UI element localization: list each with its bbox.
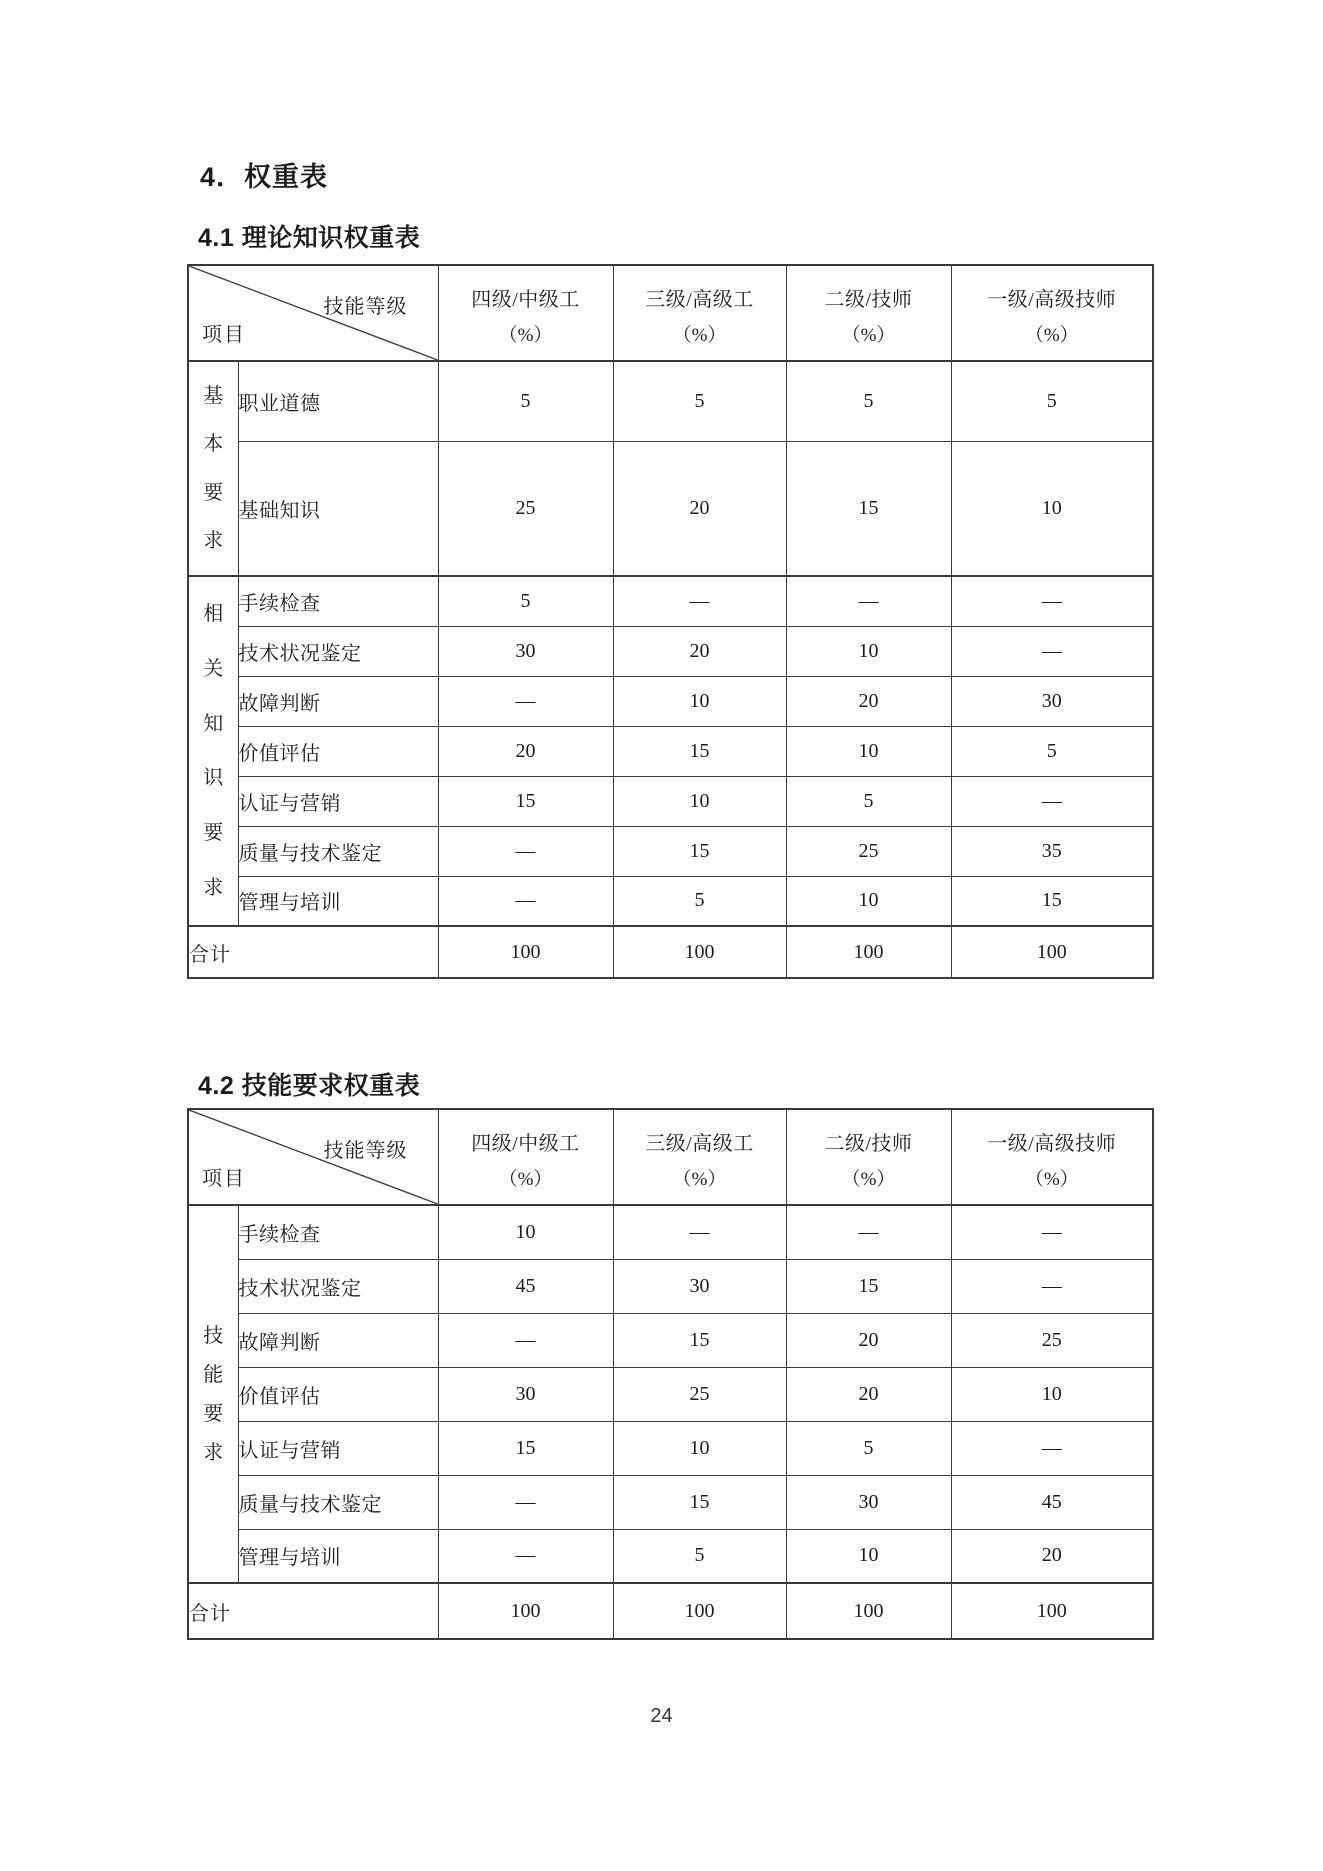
percent-unit-label: （%）: [1024, 1169, 1079, 1190]
total-label-cell: 合计: [188, 926, 438, 978]
value-cell: —: [438, 1313, 613, 1367]
column-header-label: 二级/技师: [824, 1133, 913, 1155]
table-row: [188, 876, 1153, 926]
group-label-char: 要: [203, 821, 224, 844]
group-label-char: 知: [203, 712, 224, 735]
table-row: [188, 576, 1153, 626]
value-cell: —: [438, 826, 613, 876]
percent-unit-label: （%）: [498, 325, 553, 346]
value-cell: 30: [438, 1367, 613, 1421]
table-row: [188, 1529, 1153, 1583]
value-cell: 35: [951, 826, 1153, 876]
value-cell: 5: [951, 361, 1153, 441]
table-row: [188, 1259, 1153, 1313]
table-row: [188, 1313, 1153, 1367]
total-value-cell: 100: [786, 1583, 951, 1639]
value-cell: —: [951, 576, 1153, 626]
value-cell: 5: [951, 726, 1153, 776]
table-header-row: [188, 1109, 1153, 1205]
value-cell: 5: [613, 1529, 786, 1583]
value-cell: 25: [438, 441, 613, 576]
value-cell: 10: [786, 626, 951, 676]
group-label-char: 本: [203, 433, 224, 456]
value-cell: —: [438, 1529, 613, 1583]
group-label-char: 求: [203, 1441, 224, 1464]
value-cell: 15: [786, 441, 951, 576]
item-cell: 职业道德: [238, 361, 438, 441]
value-cell: 5: [438, 576, 613, 626]
value-cell: 30: [613, 1259, 786, 1313]
value-cell: 20: [786, 676, 951, 726]
item-cell: 基础知识: [238, 441, 438, 576]
column-header-cell: [786, 1109, 951, 1205]
percent-unit-label: （%）: [498, 1169, 553, 1190]
table-row: [188, 676, 1153, 726]
item-cell: 认证与营销: [238, 776, 438, 826]
group-label-char: 能: [203, 1363, 224, 1386]
total-value-cell: 100: [951, 926, 1153, 978]
item-cell: 管理与培训: [238, 876, 438, 926]
value-cell: —: [613, 1205, 786, 1259]
item-cell: 质量与技术鉴定: [238, 826, 438, 876]
value-cell: 15: [613, 726, 786, 776]
value-cell: 15: [951, 876, 1153, 926]
table-row: [188, 776, 1153, 826]
value-cell: 5: [613, 361, 786, 441]
group-label-char: 求: [203, 529, 224, 552]
percent-unit-label: （%）: [1024, 325, 1079, 346]
value-cell: 45: [438, 1259, 613, 1313]
value-cell: 25: [951, 1313, 1153, 1367]
item-cell: 故障判断: [238, 1313, 438, 1367]
item-cell: 质量与技术鉴定: [238, 1475, 438, 1529]
item-cell: 手续检查: [238, 576, 438, 626]
value-cell: 25: [613, 1367, 786, 1421]
skill-level-label: 技能等级: [323, 296, 408, 318]
item-cell: 故障判断: [238, 676, 438, 726]
value-cell: 45: [951, 1475, 1153, 1529]
column-header-label: 一级/高级技师: [987, 289, 1117, 311]
weight-table: [187, 1108, 1154, 1640]
section-heading: 4．权重表: [200, 162, 329, 192]
project-label: 项目: [202, 324, 246, 346]
column-header-label: 一级/高级技师: [987, 1133, 1117, 1155]
table-row: [188, 1421, 1153, 1475]
item-cell: 管理与培训: [238, 1529, 438, 1583]
total-value-cell: 100: [438, 1583, 613, 1639]
weight-table: [187, 264, 1154, 979]
value-cell: —: [951, 1421, 1153, 1475]
table-row: [188, 826, 1153, 876]
column-header-cell: [613, 1109, 786, 1205]
total-label-cell: 合计: [188, 1583, 438, 1639]
item-cell: 手续检查: [238, 1205, 438, 1259]
skill-level-label: 技能等级: [323, 1140, 408, 1162]
total-value-cell: 100: [613, 926, 786, 978]
project-label: 项目: [202, 1168, 246, 1190]
group-label-char: 关: [203, 657, 224, 680]
group-label-char: 技: [203, 1324, 224, 1347]
column-header-label: 四级/中级工: [471, 1133, 580, 1155]
page-number: 24: [650, 1705, 673, 1727]
value-cell: 10: [786, 1529, 951, 1583]
value-cell: —: [951, 626, 1153, 676]
percent-unit-label: （%）: [841, 325, 896, 346]
value-cell: —: [613, 576, 786, 626]
group-label-char: 识: [203, 767, 224, 790]
value-cell: —: [951, 1205, 1153, 1259]
value-cell: 10: [786, 726, 951, 776]
percent-unit-label: （%）: [841, 1169, 896, 1190]
value-cell: 15: [438, 1421, 613, 1475]
total-value-cell: 100: [438, 926, 613, 978]
value-cell: 10: [951, 441, 1153, 576]
table-row: [188, 726, 1153, 776]
column-header-cell: [951, 265, 1153, 361]
item-cell: 认证与营销: [238, 1421, 438, 1475]
table-row: [188, 441, 1153, 576]
value-cell: 10: [613, 676, 786, 726]
column-header-label: 二级/技师: [824, 289, 913, 311]
column-header-cell: [438, 1109, 613, 1205]
value-cell: 10: [951, 1367, 1153, 1421]
group-label-char: 求: [203, 876, 224, 899]
item-cell: 技术状况鉴定: [238, 1259, 438, 1313]
skill-requirement-weight-table: [187, 1108, 1152, 1640]
value-cell: —: [786, 1205, 951, 1259]
table-row: [188, 626, 1153, 676]
item-cell: 价值评估: [238, 1367, 438, 1421]
value-cell: 20: [951, 1529, 1153, 1583]
value-cell: 5: [786, 776, 951, 826]
column-header-label: 四级/中级工: [471, 289, 580, 311]
value-cell: 30: [786, 1475, 951, 1529]
value-cell: 30: [951, 676, 1153, 726]
value-cell: 5: [438, 361, 613, 441]
value-cell: —: [438, 676, 613, 726]
corner-cell: [188, 265, 438, 361]
value-cell: —: [951, 776, 1153, 826]
value-cell: 10: [438, 1205, 613, 1259]
table-row: [188, 1475, 1153, 1529]
table1-title: 4.1 理论知识权重表: [198, 224, 421, 252]
total-value-cell: 100: [613, 1583, 786, 1639]
value-cell: 30: [438, 626, 613, 676]
column-header-label: 三级/高级工: [645, 1133, 754, 1155]
value-cell: 20: [786, 1367, 951, 1421]
value-cell: —: [438, 1475, 613, 1529]
value-cell: 5: [613, 876, 786, 926]
total-row: [188, 926, 1153, 978]
group-label-cell: [188, 576, 238, 926]
theory-knowledge-weight-table: [187, 264, 1152, 979]
value-cell: 5: [786, 361, 951, 441]
percent-unit-label: （%）: [672, 325, 727, 346]
column-header-cell: [613, 265, 786, 361]
table2-title: 4.2 技能要求权重表: [198, 1072, 421, 1100]
total-value-cell: 100: [951, 1583, 1153, 1639]
group-label-char: 基: [203, 385, 224, 408]
percent-unit-label: （%）: [672, 1169, 727, 1190]
value-cell: 10: [613, 776, 786, 826]
total-row: [188, 1583, 1153, 1639]
column-header-cell: [786, 265, 951, 361]
item-cell: 技术状况鉴定: [238, 626, 438, 676]
value-cell: 20: [613, 626, 786, 676]
column-header-label: 三级/高级工: [645, 289, 754, 311]
group-label-cell: [188, 1205, 238, 1583]
value-cell: 15: [613, 1313, 786, 1367]
value-cell: 5: [786, 1421, 951, 1475]
value-cell: 15: [613, 1475, 786, 1529]
group-label-char: 相: [203, 603, 224, 626]
table-row: [188, 361, 1153, 441]
corner-cell: [188, 1109, 438, 1205]
value-cell: —: [786, 576, 951, 626]
value-cell: 15: [438, 776, 613, 826]
column-header-cell: [438, 265, 613, 361]
value-cell: —: [438, 876, 613, 926]
item-cell: 价值评估: [238, 726, 438, 776]
table-header-row: [188, 265, 1153, 361]
group-label-char: 要: [203, 481, 224, 504]
value-cell: 20: [438, 726, 613, 776]
value-cell: 10: [786, 876, 951, 926]
value-cell: 15: [786, 1259, 951, 1313]
value-cell: 25: [786, 826, 951, 876]
table-row: [188, 1367, 1153, 1421]
table-row: [188, 1205, 1153, 1259]
value-cell: 20: [613, 441, 786, 576]
group-label-cell: [188, 361, 238, 576]
value-cell: —: [951, 1259, 1153, 1313]
value-cell: 20: [786, 1313, 951, 1367]
value-cell: 10: [613, 1421, 786, 1475]
total-value-cell: 100: [786, 926, 951, 978]
column-header-cell: [951, 1109, 1153, 1205]
value-cell: 15: [613, 826, 786, 876]
group-label-char: 要: [203, 1402, 224, 1425]
